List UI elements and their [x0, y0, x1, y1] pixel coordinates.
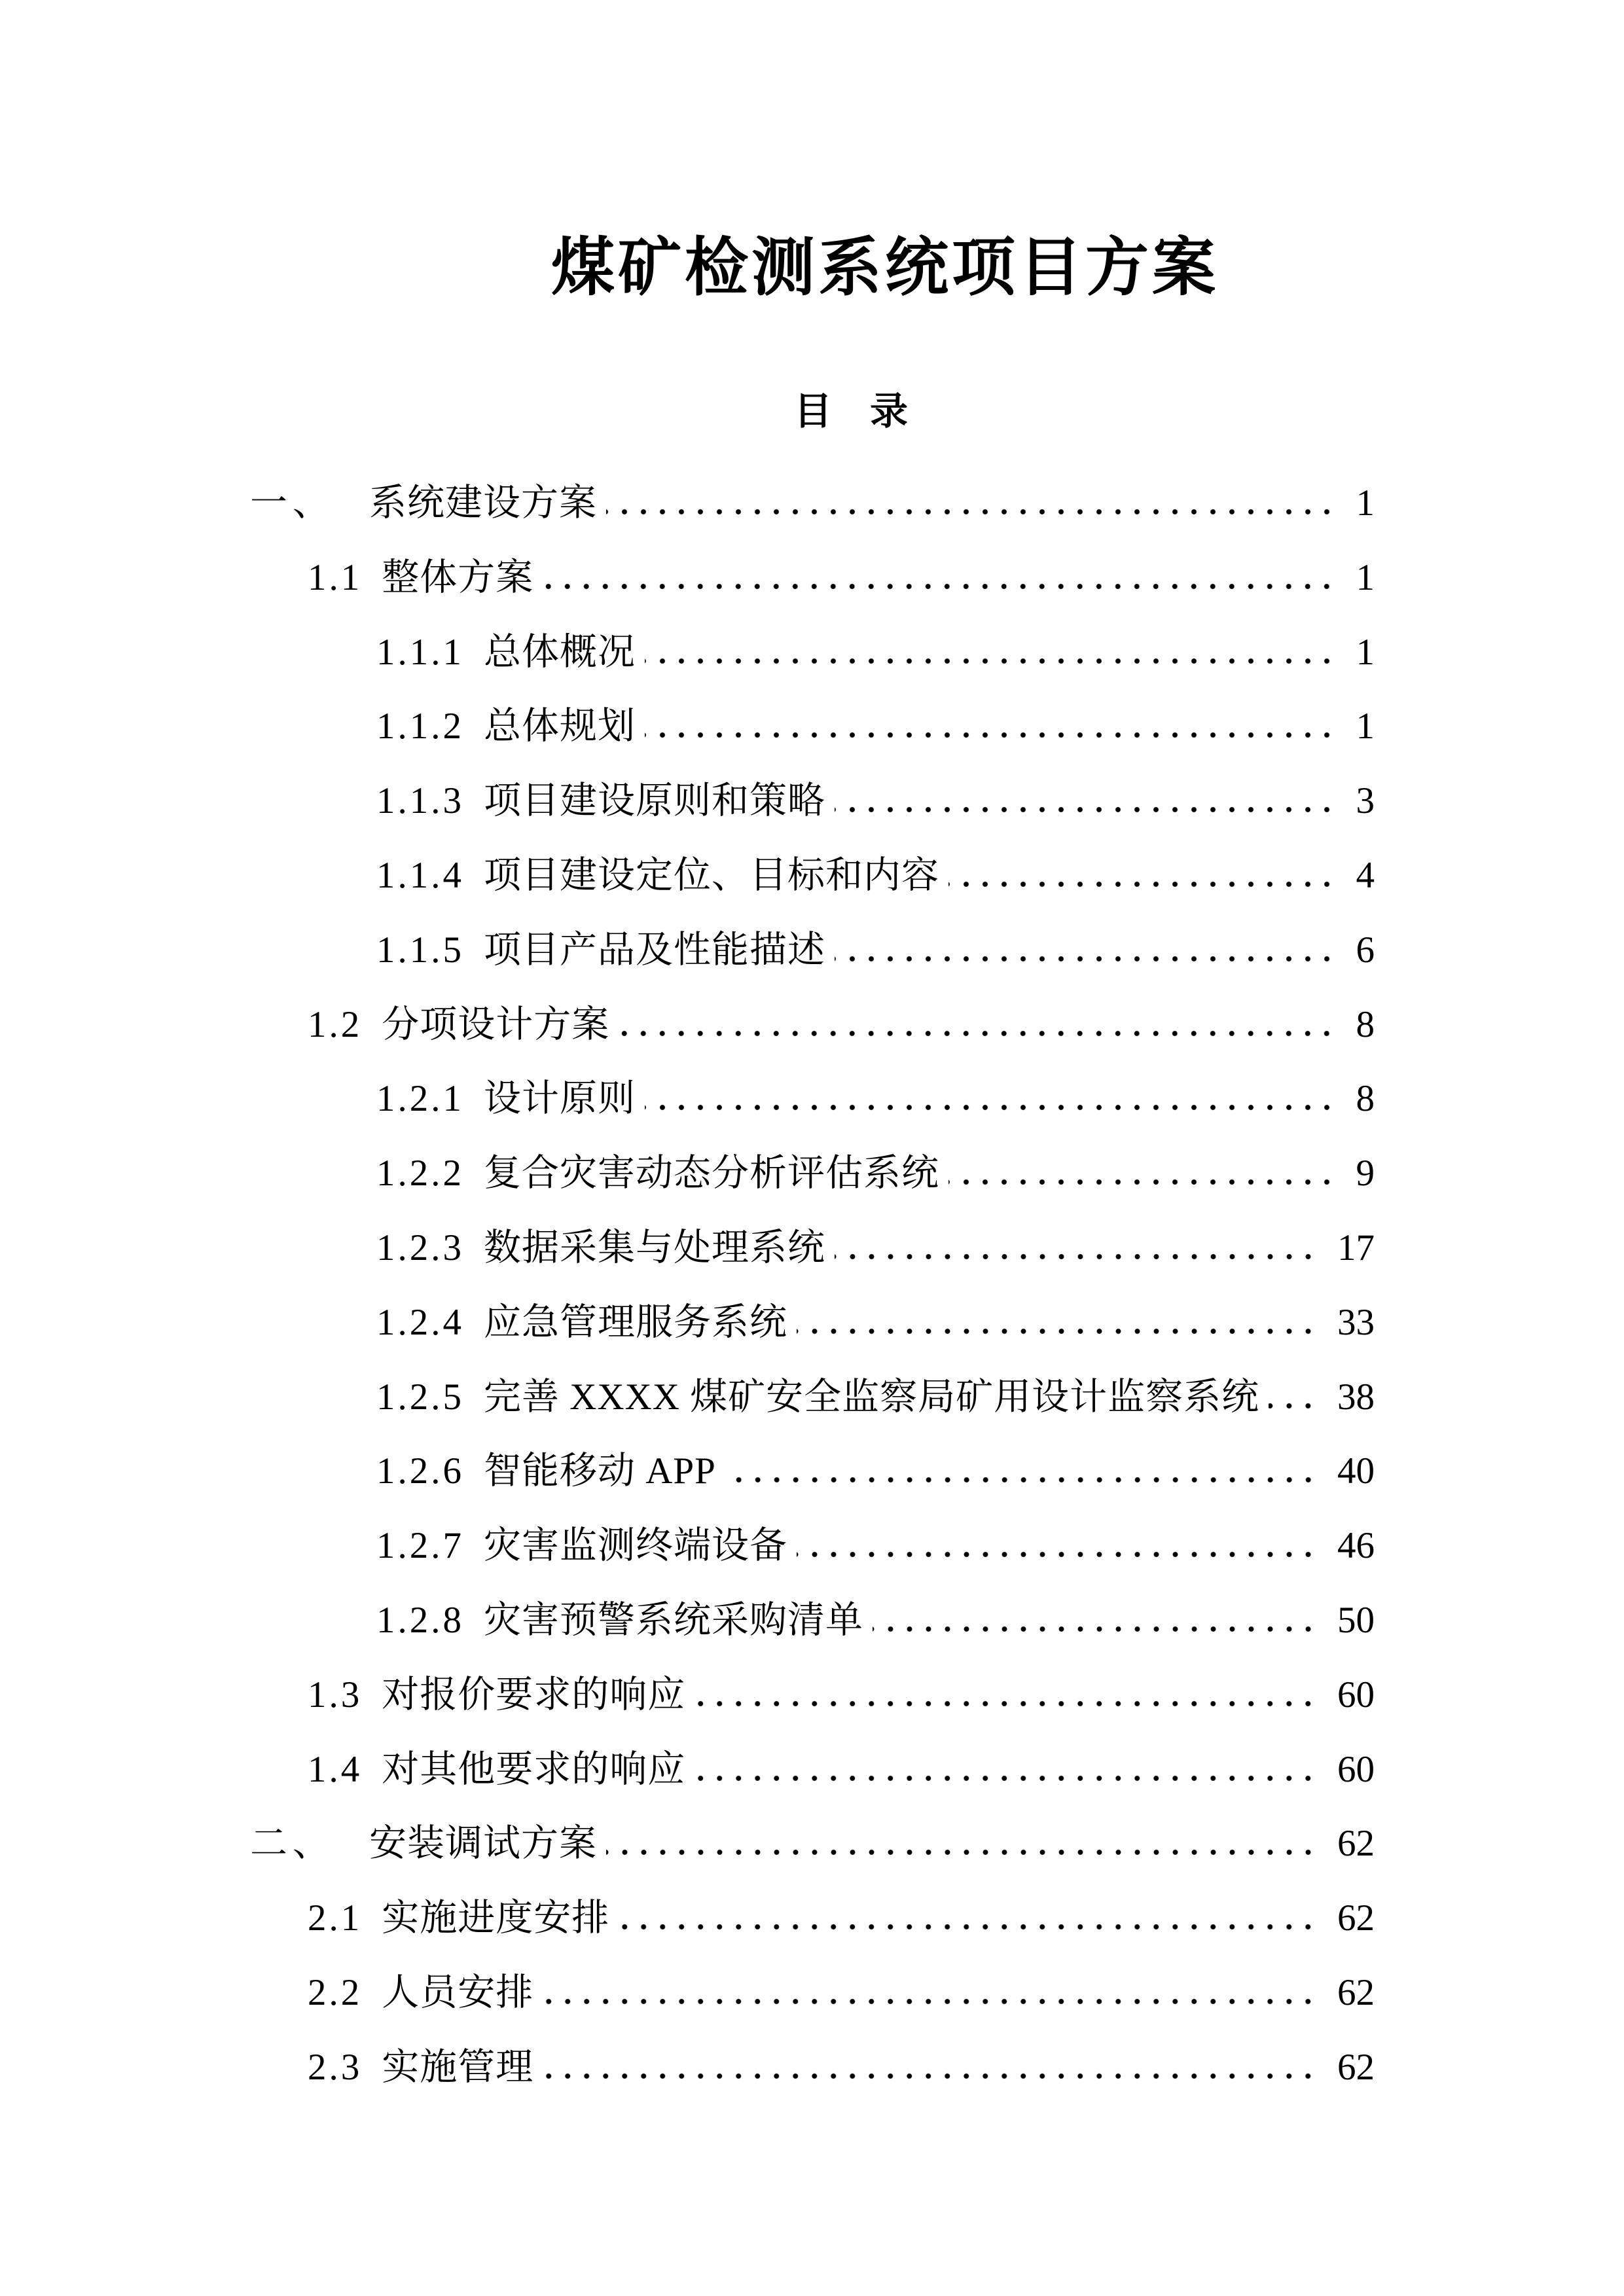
toc-leader-dots: [948, 1155, 1337, 1185]
toc-entry-label: 系统建设方案: [369, 482, 597, 524]
toc-entry[interactable]: [0, 1211, 1624, 1285]
toc-entry-number: 1.2.6: [376, 1450, 464, 1492]
toc-entry-label: 设计原则: [484, 1078, 636, 1120]
toc-entry-page: 6: [1356, 929, 1375, 971]
toc-entry-page: 60: [1337, 1748, 1375, 1790]
toc-entry[interactable]: [0, 764, 1624, 838]
toc-entry-label: 项目产品及性能描述: [484, 929, 825, 971]
toc-entry-page: 1: [1356, 482, 1375, 524]
toc-entry[interactable]: [0, 1881, 1624, 1956]
toc-entry-page: 1: [1356, 631, 1375, 673]
toc-entry-label: 应急管理服务系统: [484, 1301, 787, 1343]
toc-entry-page: 38: [1337, 1376, 1375, 1418]
toc-entry-number: 1.1.4: [376, 854, 464, 896]
toc-entry[interactable]: [0, 1732, 1624, 1807]
toc-leader-dots: [835, 1230, 1318, 1260]
toc-entry-page: 17: [1337, 1227, 1375, 1268]
toc-entry-page: 50: [1337, 1599, 1375, 1641]
toc-entry[interactable]: [0, 1434, 1624, 1509]
toc-entry-label: 对其他要求的响应: [382, 1748, 686, 1790]
toc-leader-dots: [725, 1453, 1318, 1483]
toc-entry-label: 整体方案: [382, 556, 534, 598]
toc-entry-page: 8: [1356, 1078, 1375, 1120]
toc-leader-dots: [695, 1677, 1318, 1707]
toc-entry-label: 实施进度安排: [382, 1897, 610, 1939]
toc-entry-number: 1.4: [308, 1748, 363, 1790]
toc-entry-number: 1.1.2: [376, 706, 464, 747]
toc-leader-dots: [1269, 1379, 1318, 1409]
toc-entry[interactable]: [0, 1062, 1624, 1136]
toc-leader-dots: [645, 708, 1337, 738]
toc-entry-number: 2.3: [308, 2046, 363, 2088]
toc-entry-number: 1.2.7: [376, 1525, 464, 1567]
toc-leader-dots: [835, 932, 1337, 962]
toc-entry-number: 1.2.4: [376, 1301, 464, 1343]
toc-entry-label: 项目建设定位、目标和内容: [484, 854, 939, 896]
toc-entry[interactable]: [0, 1285, 1624, 1360]
toc-entry[interactable]: [0, 1360, 1624, 1435]
toc-entry-page: 1: [1356, 556, 1375, 598]
toc-leader-dots: [543, 1975, 1318, 2005]
toc-entry-page: 62: [1337, 1823, 1375, 1865]
document-title: 煤矿检测系统项目方案: [551, 233, 1219, 303]
toc-leader-dots: [948, 857, 1337, 888]
toc-entry-label: 分项设计方案: [382, 1003, 610, 1045]
toc-entry-label: 实施管理: [382, 2046, 534, 2088]
toc-entry-page: 62: [1337, 1897, 1375, 1939]
toc-entry-label: 完善 XXXX 煤矿安全监察局矿用设计监察系统: [484, 1376, 1260, 1418]
toc-leader-dots: [645, 1081, 1337, 1111]
toc-leader-dots: [543, 2049, 1318, 2079]
toc-entry[interactable]: [0, 913, 1624, 988]
toc-entry[interactable]: [0, 2030, 1624, 2105]
toc-entry-page: 3: [1356, 780, 1375, 822]
toc-entry-number: 1.2.3: [376, 1227, 464, 1268]
toc-leader-dots: [606, 485, 1337, 515]
toc-leader-dots: [797, 1304, 1318, 1335]
toc-leader-dots: [695, 1751, 1318, 1782]
toc-leader-dots: [797, 1528, 1318, 1558]
toc-entry-number: 1.3: [308, 1674, 363, 1715]
toc-entry-label: 安装调试方案: [369, 1823, 597, 1865]
toc-entry-number: 二、: [250, 1823, 335, 1865]
toc-leader-dots: [543, 560, 1336, 590]
toc-entry-page: 60: [1337, 1674, 1375, 1715]
toc-entry[interactable]: [0, 689, 1624, 764]
toc-entry[interactable]: [0, 988, 1624, 1062]
toc-entry-number: 1.1.3: [376, 780, 464, 822]
toc-entry-page: 33: [1337, 1301, 1375, 1343]
toc-entry-page: 62: [1337, 1971, 1375, 2013]
toc-entry-label: 灾害预警系统采购清单: [484, 1599, 863, 1641]
toc-entry-label: 灾害监测终端设备: [484, 1525, 787, 1567]
toc-entry[interactable]: [0, 1136, 1624, 1211]
toc-entry-page: 1: [1356, 706, 1375, 747]
toc-leader-dots: [619, 1007, 1336, 1037]
toc-entry-label: 复合灾害动态分析评估系统: [484, 1153, 939, 1194]
toc-entry-label: 总体概况: [484, 631, 636, 673]
toc-heading: 目 录: [794, 390, 909, 433]
toc-entry[interactable]: [0, 615, 1624, 690]
toc-leader-dots: [835, 783, 1337, 813]
toc-entry-number: 2.2: [308, 1971, 363, 2013]
toc-entry-label: 数据采集与处理系统: [484, 1227, 825, 1268]
toc-entry-label: 人员安排: [382, 1971, 534, 2013]
toc-entry[interactable]: [0, 1658, 1624, 1732]
toc-entry-number: 1.1.1: [376, 631, 464, 673]
toc-entry-page: 8: [1356, 1003, 1375, 1045]
toc-entry[interactable]: [0, 1583, 1624, 1658]
toc-list: [0, 466, 1624, 2105]
toc-entry-number: 1.1.5: [376, 929, 464, 971]
toc-entry-number: 1.2.2: [376, 1153, 464, 1194]
toc-entry[interactable]: [0, 1806, 1624, 1881]
toc-entry-number: 2.1: [308, 1897, 363, 1939]
toc-entry-number: 1.2.1: [376, 1078, 464, 1120]
toc-leader-dots: [873, 1602, 1318, 1632]
toc-entry-number: 一、: [250, 482, 335, 524]
toc-leader-dots: [606, 1825, 1318, 1856]
toc-entry[interactable]: [0, 466, 1624, 541]
toc-entry-label: 智能移动 APP: [484, 1450, 716, 1492]
toc-entry[interactable]: [0, 1956, 1624, 2030]
toc-leader-dots: [619, 1900, 1318, 1930]
toc-entry-page: 62: [1337, 2046, 1375, 2088]
toc-entry-page: 9: [1356, 1153, 1375, 1194]
toc-leader-dots: [645, 634, 1337, 664]
toc-entry-label: 对报价要求的响应: [382, 1674, 686, 1715]
toc-entry[interactable]: [0, 838, 1624, 913]
toc-entry[interactable]: [0, 541, 1624, 615]
toc-entry-number: 1.1: [308, 556, 363, 598]
toc-entry-label: 总体规划: [484, 706, 636, 747]
toc-entry-number: 1.2.5: [376, 1376, 464, 1418]
toc-entry-number: 1.2.8: [376, 1599, 464, 1641]
toc-entry-page: 4: [1356, 854, 1375, 896]
toc-entry-page: 40: [1337, 1450, 1375, 1492]
toc-entry-label: 项目建设原则和策略: [484, 780, 825, 822]
toc-entry-page: 46: [1337, 1525, 1375, 1567]
toc-entry[interactable]: [0, 1509, 1624, 1583]
toc-entry-number: 1.2: [308, 1003, 363, 1045]
